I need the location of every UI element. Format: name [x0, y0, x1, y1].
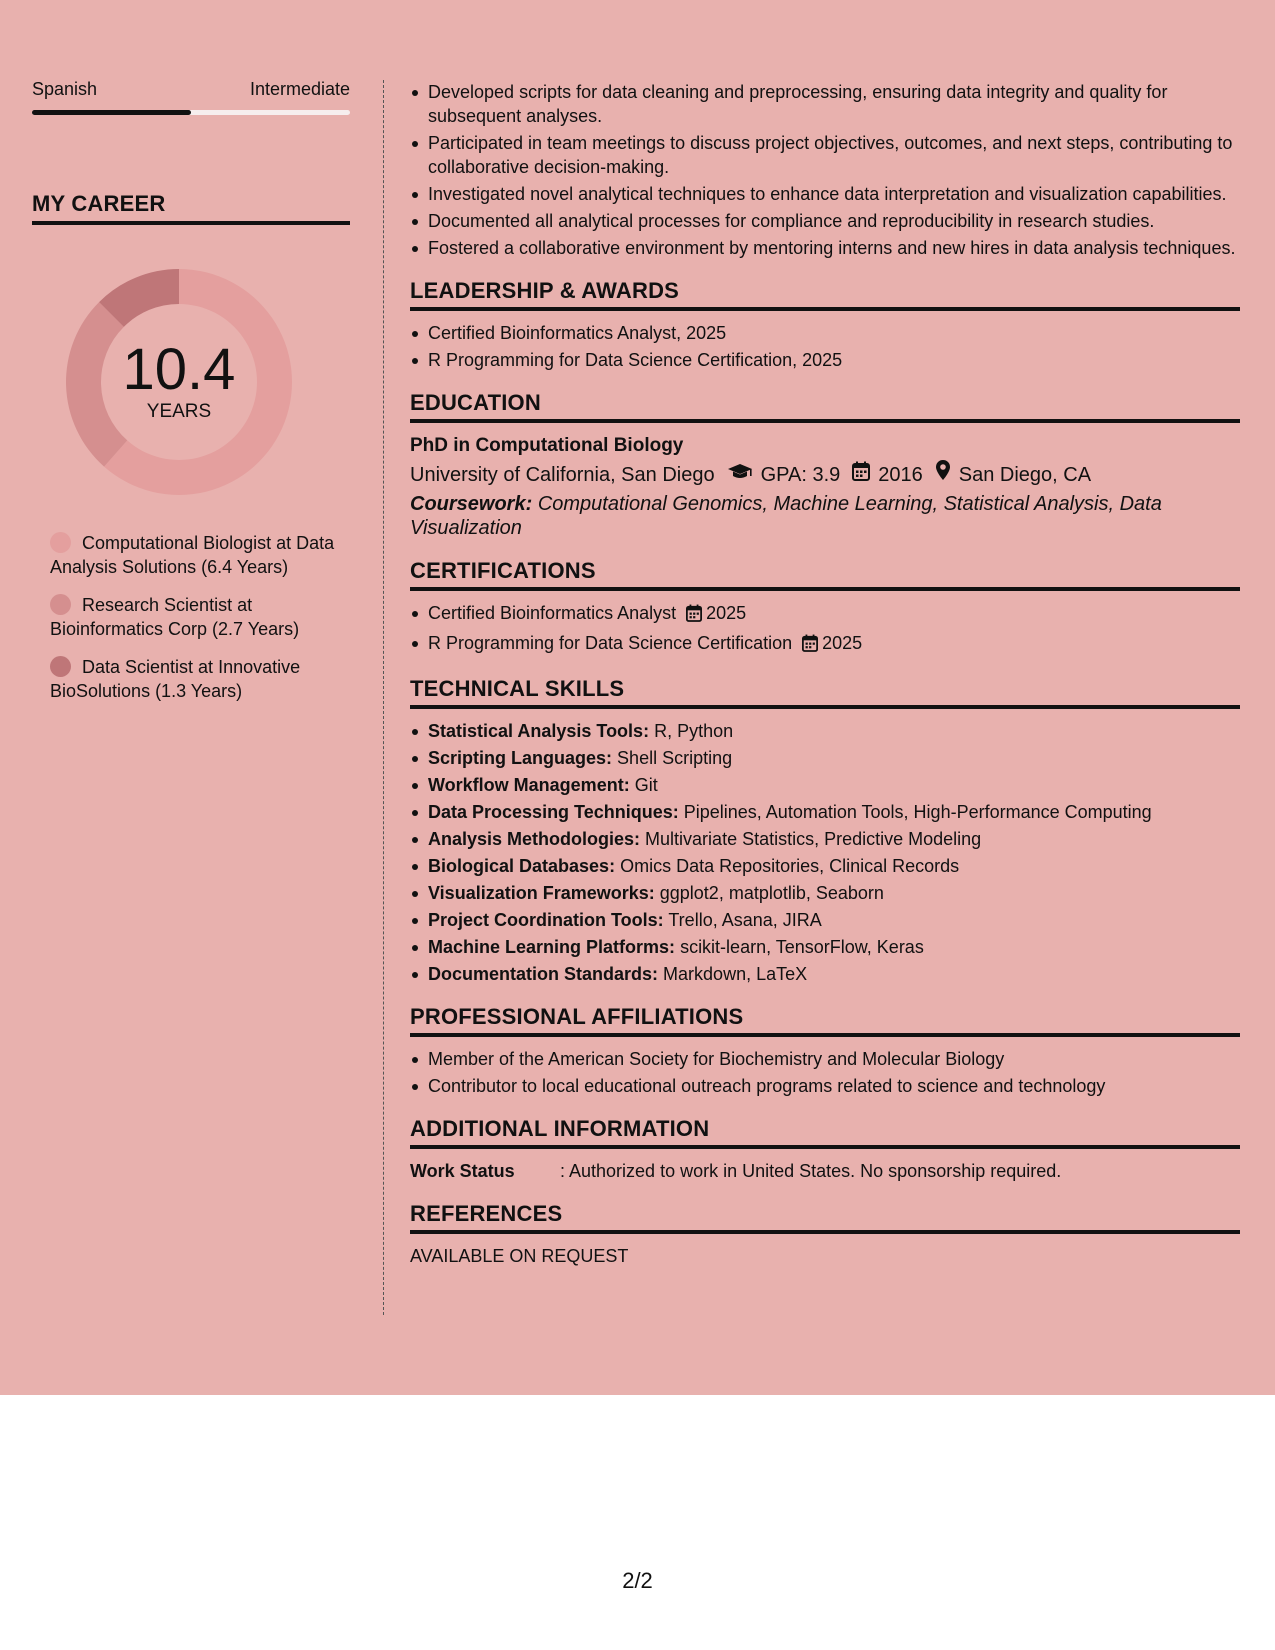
skill-label: Analysis Methodologies: [428, 829, 641, 849]
skill-label: Workflow Management: [428, 775, 630, 795]
certifications-list [410, 601, 1240, 658]
skill-value: Shell Scripting [617, 748, 733, 768]
skill-label: Machine Learning Platforms: [428, 937, 676, 957]
certification-item [410, 631, 1240, 658]
references-text: AVAILABLE ON REQUEST [410, 1246, 629, 1266]
references-title: REFERENCES [410, 1201, 1240, 1234]
leadership-title: LEADERSHIP & AWARDS [410, 278, 1240, 311]
calendar-icon [686, 604, 702, 628]
graduation-cap-icon [727, 460, 753, 490]
skill-item [410, 854, 1240, 878]
certification-year: 2025 [706, 603, 747, 623]
career-legend [50, 531, 340, 703]
leadership-item: Certified Bioinformatics Analyst, 2025 [410, 321, 1240, 345]
skill-label: Project Coordination Tools: [428, 910, 664, 930]
affiliation-item: Member of the American Society for Biochemistry and Molecular Biology [410, 1047, 1240, 1071]
career-title: MY CAREER [32, 191, 350, 225]
education-school: University of California, San Diego [410, 463, 715, 486]
legend-dot [50, 656, 71, 677]
skill-label: Documentation Standards: [428, 964, 659, 984]
experience-bullet: Fostered a collaborative environment by mentoring interns and new hires in data analysis techniques. [410, 236, 1240, 260]
skill-item [410, 962, 1240, 986]
skill-value: Multivariate Statistics, Predictive Modeling [645, 829, 982, 849]
experience-bullet: Documented all analytical processes for compliance and reproducibility in research studies. [410, 209, 1240, 233]
certification-item [410, 601, 1240, 628]
column-divider [383, 80, 384, 1315]
leadership-list [410, 321, 1240, 372]
skill-value: Trello, Asana, JIRA [668, 910, 822, 930]
career-legend-item [50, 655, 340, 703]
skill-item [410, 773, 1240, 797]
skills-list [410, 719, 1240, 986]
skill-label: Data Processing Techniques: [428, 802, 679, 822]
career-donut-chart [66, 269, 292, 495]
language-proficiency-fill [32, 110, 191, 115]
affiliations-title: PROFESSIONAL AFFILIATIONS [410, 1004, 1240, 1037]
skill-item [410, 881, 1240, 905]
work-status-label: Work Status [410, 1161, 515, 1181]
education-location: San Diego, CA [958, 463, 1092, 486]
experience-bullet: Developed scripts for data cleaning and preprocessing, ensuring data integrity and quality for subsequent analyses. [410, 80, 1240, 128]
skill-item [410, 827, 1240, 851]
skill-item [410, 800, 1240, 824]
skill-value: scikit-learn, TensorFlow, Keras [680, 937, 924, 957]
coursework-label: Coursework: [410, 493, 533, 515]
skill-value: Pipelines, Automation Tools, High-Performance Computing [683, 802, 1152, 822]
education-degree: PhD in Computational Biology [410, 435, 684, 456]
career-legend-item [50, 593, 340, 641]
skill-label: Statistical Analysis Tools: [428, 721, 650, 741]
legend-dot [50, 532, 71, 553]
career-total [66, 269, 292, 495]
career-legend-label: Computational Biologist at Data Analysis Solutions (6.4 Years) [50, 533, 335, 577]
skill-item [410, 935, 1240, 959]
work-status-value: : Authorized to work in United States. No sponsorship required. [560, 1161, 1062, 1181]
education-gpa: GPA: 3.9 [760, 463, 841, 486]
career-legend-label: Research Scientist at Bioinformatics Corp (2.7 Years) [50, 595, 300, 639]
experience-bullets [410, 80, 1240, 260]
language-name: Spanish [32, 79, 98, 99]
calendar-icon [852, 460, 870, 490]
career-total-unit: YEARS [146, 401, 212, 422]
calendar-icon [802, 634, 818, 658]
affiliation-item: Contributor to local educational outreach programs related to science and technology [410, 1074, 1240, 1098]
certification-name: R Programming for Data Science Certification [428, 633, 793, 653]
education-details [410, 459, 1240, 490]
skill-label: Visualization Frameworks: [428, 883, 655, 903]
skill-value: Omics Data Repositories, Clinical Records [620, 856, 960, 876]
education-coursework [410, 492, 1240, 540]
experience-bullet: Participated in team meetings to discuss project objectives, outcomes, and next steps, contributing to collaborative decision-making. [410, 131, 1240, 179]
additional-title: ADDITIONAL INFORMATION [410, 1116, 1240, 1149]
main-column [410, 80, 1240, 1268]
skill-item [410, 746, 1240, 770]
skill-value: ggplot2, matplotlib, Seaborn [659, 883, 884, 903]
work-status-row [410, 1159, 1240, 1183]
skill-item [410, 908, 1240, 932]
career-legend-item [50, 531, 340, 579]
skill-item [410, 719, 1240, 743]
skill-value: R, Python [654, 721, 734, 741]
career-total-value: 10.4 [122, 337, 236, 402]
page-number: 2/2 [622, 1568, 653, 1593]
skill-label: Scripting Languages: [428, 748, 613, 768]
language-row [32, 78, 350, 100]
certification-name: Certified Bioinformatics Analyst [428, 603, 677, 623]
language-level: Intermediate [249, 79, 350, 99]
experience-bullet: Investigated novel analytical techniques to enhance data interpretation and visualization capabilities. [410, 182, 1240, 206]
coursework-value: Computational Genomics, Machine Learning, Statistical Analysis, Data Visualization [410, 493, 1162, 539]
leadership-item: R Programming for Data Science Certification, 2025 [410, 348, 1240, 372]
education-year: 2016 [878, 463, 923, 486]
education-title: EDUCATION [410, 390, 1240, 423]
skills-title: TECHNICAL SKILLS [410, 676, 1240, 709]
certification-year: 2025 [822, 633, 863, 653]
map-pin-icon [935, 459, 951, 490]
language-proficiency-bar [32, 110, 350, 115]
skill-label: Biological Databases: [428, 856, 616, 876]
skill-value: Git [634, 775, 658, 795]
certifications-title: CERTIFICATIONS [410, 558, 1240, 591]
skill-value: Markdown, LaTeX [663, 964, 808, 984]
legend-dot [50, 594, 71, 615]
sidebar [32, 78, 350, 717]
affiliations-list [410, 1047, 1240, 1098]
career-legend-label: Data Scientist at Innovative BioSolutions (1.3 Years) [50, 657, 301, 701]
